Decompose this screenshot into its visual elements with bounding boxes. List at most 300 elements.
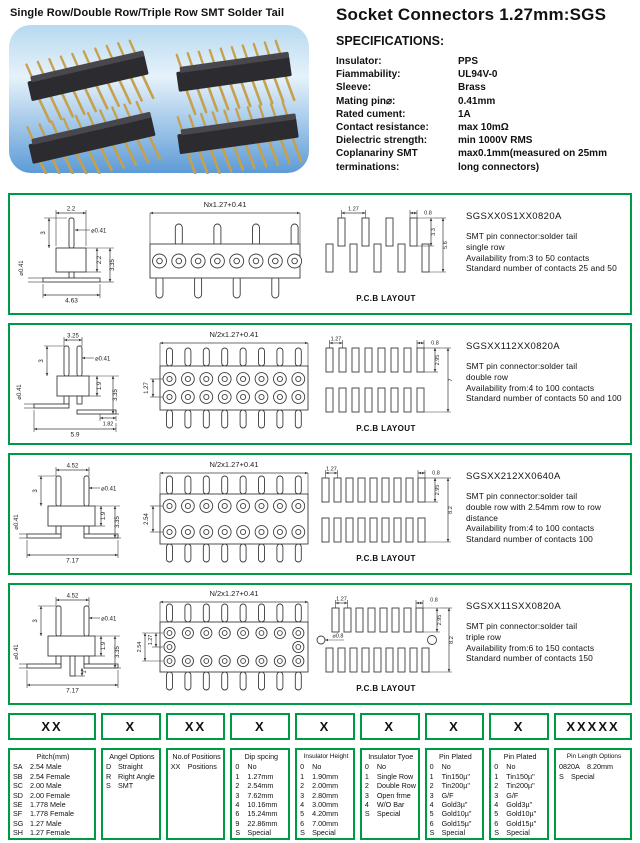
- option-value: Straight: [118, 762, 143, 772]
- code-box: X: [295, 713, 355, 740]
- pcb-block: [312, 595, 460, 693]
- option-key: S: [559, 771, 564, 781]
- option-row: [171, 762, 223, 771]
- option-box: [425, 748, 485, 840]
- option-title: Insulator Height: [303, 753, 349, 760]
- svg-text:1.27: 1.27: [148, 634, 154, 646]
- spec-row: [336, 161, 632, 174]
- spec-value: max0.1mm(measured on 25mm: [458, 148, 607, 160]
- spec-list: [336, 55, 632, 174]
- svg-text:3: 3: [39, 359, 45, 363]
- option-key: 0: [235, 762, 240, 772]
- option-key: 2: [235, 781, 240, 791]
- option-value: Special: [247, 828, 271, 838]
- product-panels: [8, 193, 632, 705]
- spec-value: UL94V-0: [458, 69, 498, 81]
- product-panel: [8, 323, 632, 445]
- pcb-layout-drawing: [312, 595, 460, 681]
- option-value: Gold10µ": [441, 809, 472, 819]
- option-row: [13, 809, 93, 818]
- svg-text:⌀0.41: ⌀0.41: [101, 486, 117, 493]
- part-number: SGSXX212XX0640A: [466, 471, 561, 482]
- option-value: 7.62mm: [247, 790, 274, 800]
- option-row: [559, 772, 629, 781]
- order-column: [489, 713, 549, 840]
- option-key: SF: [13, 809, 23, 819]
- option-key: 2: [364, 781, 369, 791]
- option-value: SMT: [118, 781, 134, 791]
- product-photo-title: Single Row/Double Row/Triple Row SMT Solder Tail: [10, 7, 285, 19]
- option-row: [430, 800, 482, 809]
- option-value: 2.00 Male: [30, 781, 62, 791]
- option-key: 5: [300, 809, 305, 819]
- svg-text:0.8: 0.8: [432, 470, 440, 477]
- svg-text:N/2x1.27+0.41: N/2x1.27+0.41: [209, 330, 259, 339]
- spec-row: [336, 121, 632, 134]
- pcb-block: [312, 205, 460, 303]
- option-key: 1: [235, 771, 240, 781]
- option-box: [360, 748, 420, 840]
- option-row: [300, 762, 352, 771]
- option-row: [300, 781, 352, 790]
- description-line: SMT pin connector:solder tail: [466, 491, 578, 501]
- option-key: SH: [13, 828, 23, 838]
- option-box: [489, 748, 549, 840]
- option-value: 2.54 Male: [30, 762, 62, 772]
- option-value: 15.24mm: [247, 809, 278, 819]
- option-key: SA: [13, 762, 23, 772]
- header: [0, 0, 640, 179]
- option-value: 3.00mm: [312, 800, 339, 810]
- option-key: 2: [429, 781, 434, 791]
- option-row: [300, 800, 352, 809]
- option-value: 1.90mm: [312, 771, 339, 781]
- option-key: 2: [494, 781, 499, 791]
- order-column: [360, 713, 420, 840]
- svg-text:2.95: 2.95: [435, 354, 441, 366]
- svg-text:1.9: 1.9: [97, 381, 103, 391]
- description-line: triple row: [466, 631, 501, 642]
- product-description: [466, 231, 628, 274]
- svg-text:7.17: 7.17: [66, 687, 79, 695]
- option-row: [430, 819, 482, 828]
- svg-text:1.27: 1.27: [326, 466, 337, 473]
- svg-text:3.3: 3.3: [431, 228, 437, 236]
- description-line: Availability from:4 to 100 contacts: [466, 382, 595, 393]
- option-value: 10.16mm: [247, 800, 278, 810]
- order-column: [425, 713, 485, 840]
- option-title: Dip spcing: [244, 752, 279, 761]
- top-view-drawing: [132, 328, 312, 440]
- svg-text:3.25: 3.25: [67, 333, 79, 340]
- spec-row: [336, 147, 632, 160]
- description-line: Standard number of contacts 150: [466, 653, 593, 664]
- option-key: 0: [364, 762, 369, 772]
- option-value: No: [441, 762, 451, 772]
- option-key: R: [106, 771, 112, 781]
- option-title: Angel Options: [109, 752, 155, 761]
- option-row: [365, 800, 417, 809]
- svg-text:8.2: 8.2: [448, 506, 454, 514]
- svg-text:⌀0.41: ⌀0.41: [95, 356, 111, 363]
- svg-text:3.35: 3.35: [115, 516, 121, 528]
- svg-text:5.6: 5.6: [443, 241, 449, 249]
- svg-text:N/2x1.27+0.41: N/2x1.27+0.41: [209, 589, 259, 598]
- option-value: Special: [571, 771, 595, 781]
- option-value: 2.54 Female: [30, 771, 70, 781]
- svg-text:3: 3: [41, 231, 47, 235]
- spec-label: Sleeve:: [336, 82, 372, 94]
- svg-text:⌀0.41: ⌀0.41: [91, 228, 107, 235]
- spec-label: Mating pin⌀:: [336, 95, 396, 107]
- svg-text:4.52: 4.52: [66, 463, 79, 470]
- header-left: [8, 4, 324, 179]
- svg-text:2.54: 2.54: [137, 641, 143, 653]
- option-value: 4.20mm: [312, 809, 339, 819]
- svg-text:1.9: 1.9: [101, 511, 107, 521]
- top-view-drawing: [132, 198, 312, 310]
- option-row: [235, 791, 287, 800]
- option-key: 5: [494, 809, 499, 819]
- spec-value: long connectors): [458, 161, 540, 173]
- svg-text:2.95: 2.95: [437, 614, 443, 626]
- option-row: [300, 791, 352, 800]
- option-box: [101, 748, 161, 840]
- option-value: Gold15µ": [441, 818, 472, 828]
- product-photo-image: [8, 24, 310, 174]
- option-row: [106, 781, 158, 790]
- svg-text:3: 3: [33, 489, 39, 493]
- spec-value: PPS: [458, 56, 479, 67]
- side-view-drawing: [12, 328, 132, 440]
- order-column: [230, 713, 290, 840]
- side-view-drawing: [12, 458, 132, 570]
- option-row: [494, 828, 546, 837]
- option-value: Tin150µ": [506, 771, 535, 781]
- svg-text:4.63: 4.63: [65, 297, 78, 305]
- option-value: 2.54mm: [247, 781, 274, 791]
- option-value: 1.27 Female: [30, 828, 70, 838]
- option-box: [554, 748, 632, 840]
- option-value: 8.20mm: [587, 762, 613, 772]
- spec-row: [336, 108, 632, 121]
- product-panel: [8, 453, 632, 575]
- svg-text:2.2: 2.2: [66, 206, 76, 213]
- option-row: [365, 781, 417, 790]
- spec-label: Coplanariny SMT: [336, 148, 418, 160]
- option-row: [13, 800, 93, 809]
- description-line: Standard number of contacts 50 and 100: [466, 393, 622, 404]
- option-title: No.of Positions: [172, 752, 221, 761]
- option-value: Open frme: [376, 790, 411, 800]
- spec-label: terminations:: [336, 161, 400, 173]
- product-description: [466, 491, 628, 545]
- option-row: [13, 762, 93, 771]
- option-value: 7.00mm: [312, 818, 339, 828]
- option-value: 1.778 Female: [30, 809, 74, 819]
- description-line: double row: [466, 371, 508, 382]
- svg-text:N/2x1.27+0.41: N/2x1.27+0.41: [209, 460, 259, 469]
- option-key: 6: [300, 818, 305, 828]
- code-box: X: [489, 713, 549, 740]
- option-value: Single Row: [376, 771, 414, 781]
- option-key: 6: [429, 818, 434, 828]
- spec-label: Insulator:: [336, 56, 382, 67]
- panel-text: [460, 325, 630, 404]
- option-key: 1: [364, 771, 369, 781]
- option-title: Pitch(mm): [36, 752, 70, 761]
- option-row: [13, 791, 93, 800]
- svg-text:5.9: 5.9: [70, 431, 80, 439]
- order-column: [295, 713, 355, 840]
- svg-text:Nx1.27+0.41: Nx1.27+0.41: [203, 200, 247, 209]
- svg-text:7.17: 7.17: [66, 557, 79, 565]
- svg-text:3.35: 3.35: [110, 259, 116, 271]
- product-description: [466, 361, 628, 404]
- code-box: XXXXX: [554, 713, 632, 740]
- svg-text:2.54: 2.54: [144, 513, 150, 525]
- option-row: [235, 828, 287, 837]
- option-key: 3: [300, 790, 305, 800]
- top-view-drawing: [132, 588, 312, 700]
- option-row: [300, 828, 352, 837]
- option-value: Special: [441, 828, 466, 838]
- svg-text:0.8: 0.8: [424, 210, 432, 217]
- option-title: Insulator Tyoe: [368, 752, 414, 761]
- option-value: Gold3µ": [441, 800, 468, 810]
- option-value: Right Angle: [118, 771, 155, 781]
- description-line: double row with 2.54mm row to row: [466, 501, 602, 512]
- option-row: [559, 762, 629, 771]
- option-row: [106, 772, 158, 781]
- option-row: [13, 819, 93, 828]
- option-row: [235, 762, 287, 771]
- option-key: 9: [235, 818, 240, 828]
- spec-row: [336, 55, 632, 68]
- svg-text:1.27: 1.27: [336, 596, 347, 603]
- order-column: [166, 713, 226, 840]
- description-line: SMT pin connector:solder tail: [466, 621, 578, 631]
- side-view-drawing: [12, 588, 132, 700]
- option-value: 2.00 Female: [30, 790, 70, 800]
- part-number: SGSXX0S1XX0820A: [466, 211, 562, 222]
- option-key: 4: [429, 800, 434, 810]
- option-value: Gold15µ": [506, 818, 537, 828]
- spec-label: Fiammability:: [336, 69, 401, 81]
- option-value: 2.80mm: [312, 790, 339, 800]
- side-view-drawing: [12, 198, 132, 310]
- option-value: Special: [506, 828, 530, 838]
- svg-text:2.95: 2.95: [435, 484, 441, 496]
- spec-label: Contact resistance:: [336, 122, 429, 134]
- option-value: Double Row: [376, 781, 416, 791]
- option-row: [430, 809, 482, 818]
- description-line: Standard number of contacts 100: [466, 534, 593, 545]
- option-value: G/F: [506, 790, 519, 800]
- option-title: Pin Length Options: [566, 753, 622, 760]
- code-box: X: [101, 713, 161, 740]
- spec-row: [336, 134, 632, 147]
- option-row: [235, 772, 287, 781]
- spec-value: 1A: [458, 108, 471, 120]
- option-key: SC: [13, 781, 23, 791]
- option-value: Tin150µ": [441, 771, 470, 781]
- option-key: 0: [300, 762, 305, 772]
- option-key: XX: [170, 762, 181, 772]
- option-value: No: [312, 762, 322, 772]
- description-line: Availability from:4 to 100 contacts: [466, 523, 595, 534]
- option-value: G/F: [441, 790, 454, 800]
- option-value: 2.00mm: [312, 781, 339, 791]
- pcb-caption: P.C.B LAYOUT: [356, 554, 416, 563]
- spec-label: Dielectric strength:: [336, 135, 428, 147]
- part-number: SGSXX11SXX0820A: [466, 601, 562, 612]
- spec-row: [336, 68, 632, 81]
- option-key: 6: [494, 818, 499, 828]
- option-key: 0: [494, 762, 499, 772]
- option-row: [494, 809, 546, 818]
- description-line: Availability from:3 to 50 contacts: [466, 252, 590, 263]
- top-view-drawing: [132, 458, 312, 570]
- description-line: SMT pin connector:solder tail: [466, 231, 578, 241]
- option-key: 0820A: [559, 762, 580, 772]
- code-box: X: [230, 713, 290, 740]
- option-value: 1.778 Mele: [30, 800, 66, 810]
- option-value: Special: [312, 828, 336, 838]
- specifications-heading: SPECIFICATIONS:: [336, 34, 445, 48]
- option-row: [494, 772, 546, 781]
- svg-text:1.82: 1.82: [102, 421, 114, 428]
- option-box: [8, 748, 96, 840]
- option-row: [365, 809, 417, 818]
- svg-text:⌀0.8: ⌀0.8: [332, 633, 344, 640]
- svg-text:1: 1: [82, 670, 88, 674]
- option-value: Gold3µ": [506, 800, 533, 810]
- option-key: 4: [300, 800, 305, 810]
- code-box: XX: [166, 713, 226, 740]
- svg-text:⌀0.41: ⌀0.41: [19, 260, 25, 276]
- option-row: [430, 762, 482, 771]
- page-title: Socket Connectors 1.27mm:SGS: [336, 5, 607, 24]
- panel-text: [460, 585, 630, 664]
- spec-value: 0.41mm: [458, 95, 496, 107]
- option-key: 3: [429, 790, 434, 800]
- option-title: Pin Plated: [439, 752, 472, 761]
- pcb-caption: P.C.B LAYOUT: [356, 294, 416, 303]
- product-description: [466, 621, 628, 664]
- product-panel: [8, 583, 632, 705]
- option-key: 6: [235, 809, 240, 819]
- description-line: SMT pin connector:solder tail: [466, 361, 578, 371]
- option-row: [106, 762, 158, 771]
- svg-text:4.52: 4.52: [66, 593, 79, 600]
- option-row: [494, 781, 546, 790]
- option-row: [430, 791, 482, 800]
- option-key: SE: [13, 800, 23, 810]
- pcb-block: [312, 335, 460, 433]
- pcb-layout-drawing: [312, 205, 460, 291]
- option-key: SD: [13, 790, 23, 800]
- spec-row: [336, 95, 632, 108]
- svg-text:7: 7: [448, 378, 454, 382]
- option-title: Pin Plated: [503, 752, 537, 761]
- option-row: [235, 809, 287, 818]
- option-key: S: [300, 828, 305, 838]
- option-row: [300, 819, 352, 828]
- pcb-block: [312, 465, 460, 563]
- option-key: 1: [429, 771, 434, 781]
- description-line: Availability from:6 to 150 contacts: [466, 642, 595, 653]
- description-line: Standard number of contacts 25 and 50: [466, 263, 617, 274]
- code-box: XX: [8, 713, 96, 740]
- order-column: [101, 713, 161, 840]
- description-line: distance: [466, 512, 498, 523]
- option-row: [235, 800, 287, 809]
- svg-text:0.8: 0.8: [431, 340, 439, 347]
- option-key: 0: [429, 762, 434, 772]
- svg-text:8.2: 8.2: [449, 636, 455, 644]
- option-value: Special: [376, 809, 401, 819]
- panel-text: [460, 455, 630, 545]
- option-key: 3: [364, 790, 369, 800]
- spec-value: Brass: [458, 82, 486, 94]
- option-value: No: [506, 762, 516, 772]
- option-value: 1.27 Male: [30, 818, 62, 828]
- option-row: [13, 828, 93, 837]
- spec-value: max 10mΩ: [458, 122, 509, 134]
- option-row: [494, 800, 546, 809]
- option-row: [430, 772, 482, 781]
- option-key: 4: [364, 800, 369, 810]
- option-value: 22.86mm: [247, 818, 278, 828]
- option-row: [365, 791, 417, 800]
- svg-text:2.2: 2.2: [97, 255, 103, 265]
- svg-text:⌀0.41: ⌀0.41: [14, 644, 20, 660]
- option-key: SB: [13, 771, 23, 781]
- svg-text:1.27: 1.27: [348, 206, 359, 213]
- order-column: [8, 713, 96, 840]
- option-row: [365, 772, 417, 781]
- option-key: D: [106, 762, 112, 772]
- svg-text:⌀0.41: ⌀0.41: [101, 616, 117, 623]
- option-key: 1: [494, 771, 499, 781]
- option-key: S: [494, 828, 500, 838]
- option-row: [300, 772, 352, 781]
- option-row: [430, 828, 482, 837]
- svg-text:1.27: 1.27: [144, 382, 150, 394]
- option-key: 3: [494, 790, 499, 800]
- option-key: S: [429, 828, 435, 838]
- option-row: [365, 762, 417, 771]
- pcb-layout-drawing: [312, 335, 460, 421]
- pcb-caption: P.C.B LAYOUT: [356, 424, 416, 433]
- option-key: 3: [235, 790, 240, 800]
- option-row: [235, 781, 287, 790]
- product-panel: [8, 193, 632, 315]
- spec-row: [336, 81, 632, 94]
- option-row: [300, 809, 352, 818]
- option-value: Tin200µ": [441, 781, 470, 791]
- option-key: S: [364, 809, 370, 819]
- option-box: [230, 748, 290, 840]
- option-row: [235, 819, 287, 828]
- code-box: X: [360, 713, 420, 740]
- option-value: W/O Bar: [376, 800, 405, 810]
- option-key: 4: [494, 800, 499, 810]
- description-line: single row: [466, 241, 505, 252]
- spec-label: Rated cument:: [336, 108, 406, 120]
- pcb-caption: P.C.B LAYOUT: [356, 684, 416, 693]
